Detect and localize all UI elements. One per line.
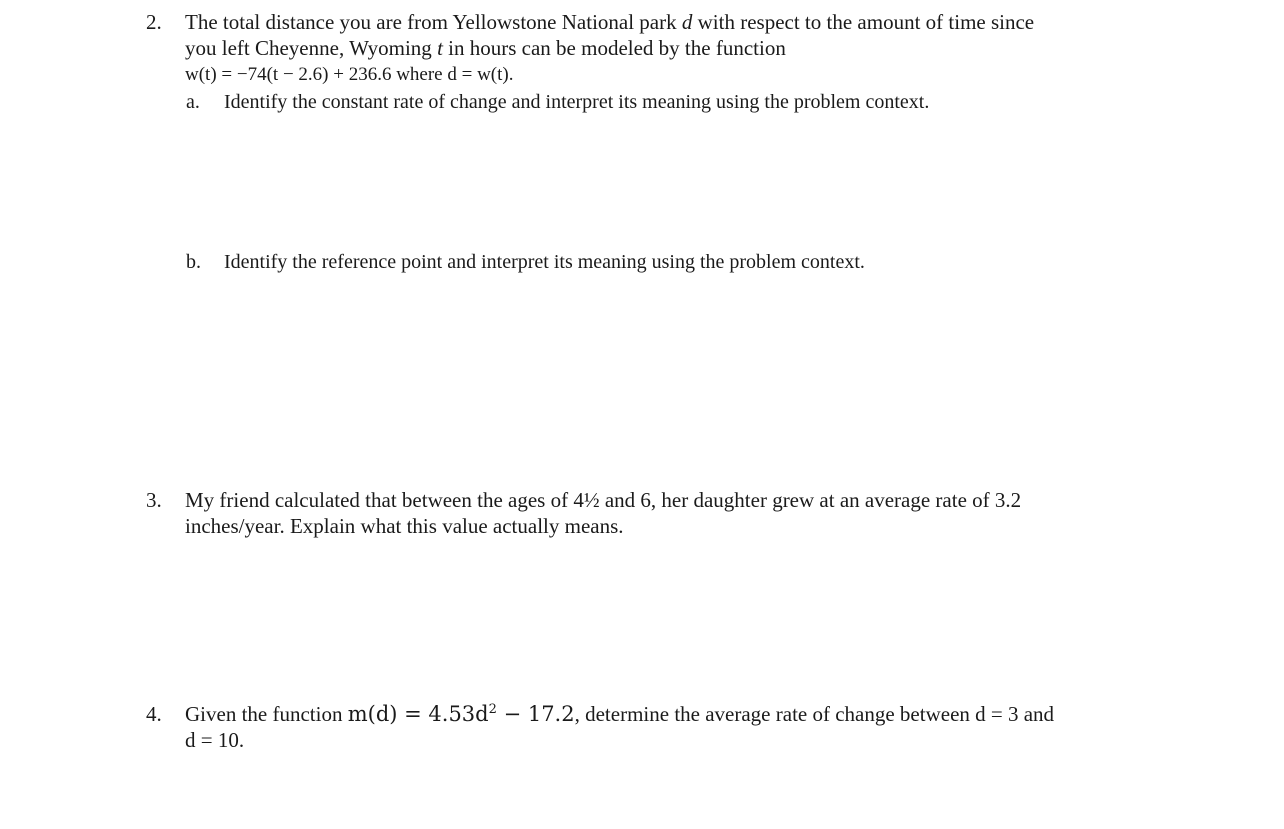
question-3 — [146, 487, 1146, 547]
question-text-line: My friend calculated that between the ages of 4½ and 6, her daughter grew at an average rate of 3.2 — [185, 488, 1022, 512]
question-4 — [146, 701, 1146, 761]
question-text-line: Given the function $m(d) = 4.53d^2 - 17.2$, determine the average rate of change between d = 3 and — [185, 702, 1055, 726]
question-text-line: you left Cheyenne, Wyoming t in hours can be modeled by the function — [185, 36, 786, 60]
function-definition: w(t) = −74(t − 2.6) + 236.6 where d = w(t). — [185, 64, 514, 85]
sub-label: b. — [186, 251, 201, 273]
question-number: 2. — [146, 10, 162, 34]
question-number: 4. — [146, 702, 162, 726]
question-number: 3. — [146, 488, 162, 512]
question-text-line: The total distance you are from Yellowstone National park d with respect to the amount of time since — [185, 10, 1035, 34]
question-text-line: inches/year. Explain what this value actually means. — [185, 514, 624, 538]
function-expression: $m(d) = 4.53d^2 - 17.2$ — [347, 702, 575, 726]
sub-text: Identify the constant rate of change and interpret its meaning using the problem context. — [224, 91, 930, 113]
question-2 — [146, 9, 1146, 99]
question-text-line: d = 10. — [185, 728, 245, 752]
sub-label: a. — [186, 91, 200, 113]
sub-text: Identify the reference point and interpret its meaning using the problem context. — [224, 251, 865, 273]
